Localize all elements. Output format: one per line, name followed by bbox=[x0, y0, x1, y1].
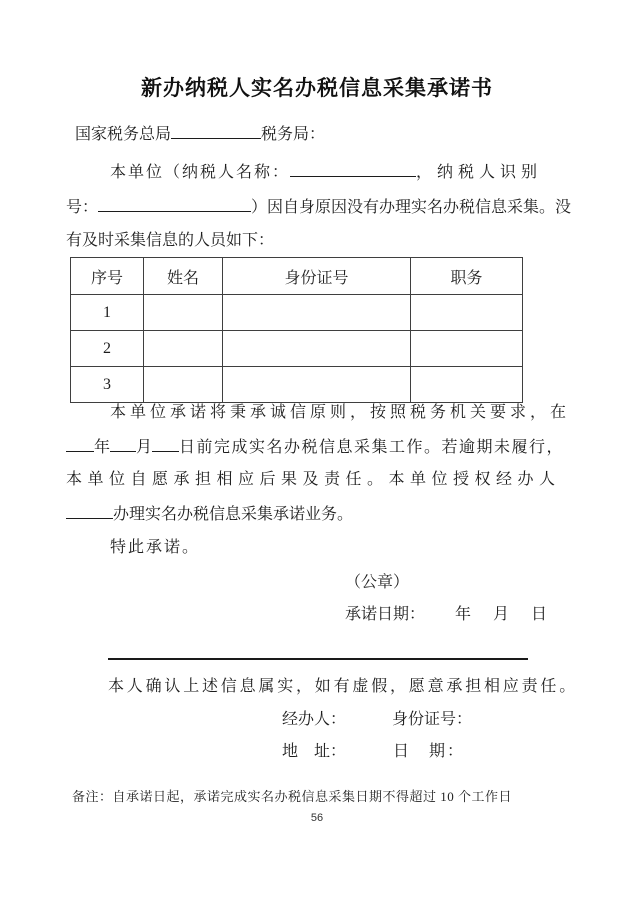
cell-id-number bbox=[223, 331, 411, 367]
para2-line4-text: 办理实名办税信息采集承诺业务。 bbox=[113, 506, 354, 523]
para1-line1 bbox=[66, 156, 576, 190]
cell-id-number bbox=[223, 295, 411, 331]
blank-taxpayer-name bbox=[290, 161, 416, 177]
blank-agent-name bbox=[66, 503, 113, 519]
separator-line bbox=[108, 658, 528, 660]
para1-line1-text1: 本单位（纳税人名称： bbox=[110, 164, 291, 181]
sign-date-label: 日 期： bbox=[393, 743, 466, 760]
closing-line bbox=[66, 531, 576, 565]
column-header-id-number: 身份证号 bbox=[223, 258, 411, 295]
promise-date-year: 年 bbox=[455, 606, 472, 623]
document-title: 新办纳税人实名办税信息采集承诺书 bbox=[141, 77, 493, 100]
blank-month bbox=[110, 436, 136, 452]
address-date-line bbox=[0, 735, 634, 769]
salutation-line bbox=[75, 118, 576, 152]
personnel-table bbox=[70, 257, 523, 403]
para2-line2-text: 日前完成实名办税信息采集工作。若逾期未履行， bbox=[179, 439, 565, 456]
para1-line3-text: 有及时采集信息的人员如下： bbox=[66, 232, 275, 249]
promise-date-line bbox=[345, 598, 576, 632]
cell-index: 1 bbox=[71, 295, 144, 331]
column-header-index: 序号 bbox=[71, 258, 144, 295]
table-row bbox=[71, 295, 523, 331]
para1-line2-text2: ）因自身原因没有办理实名办税信息采集。没 bbox=[251, 199, 572, 216]
blank-day bbox=[152, 436, 179, 452]
address-label: 地 址： bbox=[282, 743, 347, 760]
seal-line bbox=[345, 566, 576, 600]
confirmation-text: 本人确认上述信息属实，如有虚假，愿意承担相应责任。 bbox=[108, 678, 579, 695]
para2-line4 bbox=[66, 498, 576, 532]
para2-line2 bbox=[66, 431, 576, 465]
seal-placeholder: （公章） bbox=[345, 574, 410, 591]
agent-label: 经办人： bbox=[282, 711, 347, 728]
table-row bbox=[71, 331, 523, 367]
para2-line3 bbox=[66, 463, 576, 497]
cell-index: 2 bbox=[71, 331, 144, 367]
promise-date-month: 月 bbox=[493, 606, 510, 623]
para2-line3-text: 本单位自愿承担相应后果及责任。本单位授权经办人 bbox=[66, 471, 561, 488]
cell-duty bbox=[411, 295, 523, 331]
para1-line3 bbox=[66, 224, 576, 258]
agent-id-label: 身份证号： bbox=[392, 711, 473, 728]
agent-signature-line bbox=[0, 703, 634, 737]
para2-line1 bbox=[66, 396, 576, 430]
table-header-row bbox=[71, 258, 523, 295]
para2-line1-text: 本单位承诺将秉承诚信原则，按照税务机关要求，在 bbox=[110, 404, 571, 421]
column-header-name: 姓名 bbox=[144, 258, 223, 295]
promise-date-day: 日 bbox=[531, 606, 548, 623]
footnote: 备注：自承诺日起，承诺完成实名办税信息采集日期不得超过 10 个工作日 bbox=[72, 789, 513, 804]
cell-duty bbox=[411, 331, 523, 367]
promise-date-label: 承诺日期： bbox=[345, 606, 426, 623]
blank-taxpayer-id bbox=[98, 196, 251, 212]
para1-line2-text1: 号： bbox=[66, 199, 99, 216]
confirmation-statement bbox=[108, 670, 579, 704]
salutation-prefix: 国家税务总局 bbox=[75, 126, 172, 143]
closing-text: 特此承诺。 bbox=[110, 539, 201, 556]
page-number: 56 bbox=[310, 812, 324, 824]
salutation-suffix: 税务局： bbox=[261, 126, 326, 143]
para1-line1-text2: ，纳税人识别 bbox=[416, 164, 543, 181]
para2-year-label: 年 bbox=[94, 439, 111, 456]
blank-year bbox=[66, 436, 94, 452]
cell-name bbox=[144, 295, 223, 331]
cell-index: 3 bbox=[71, 367, 144, 403]
para2-month-label: 月 bbox=[136, 439, 153, 456]
column-header-duty: 职务 bbox=[411, 258, 523, 295]
para1-line2 bbox=[66, 191, 576, 225]
blank-bureau-name bbox=[171, 123, 261, 139]
cell-name bbox=[144, 331, 223, 367]
